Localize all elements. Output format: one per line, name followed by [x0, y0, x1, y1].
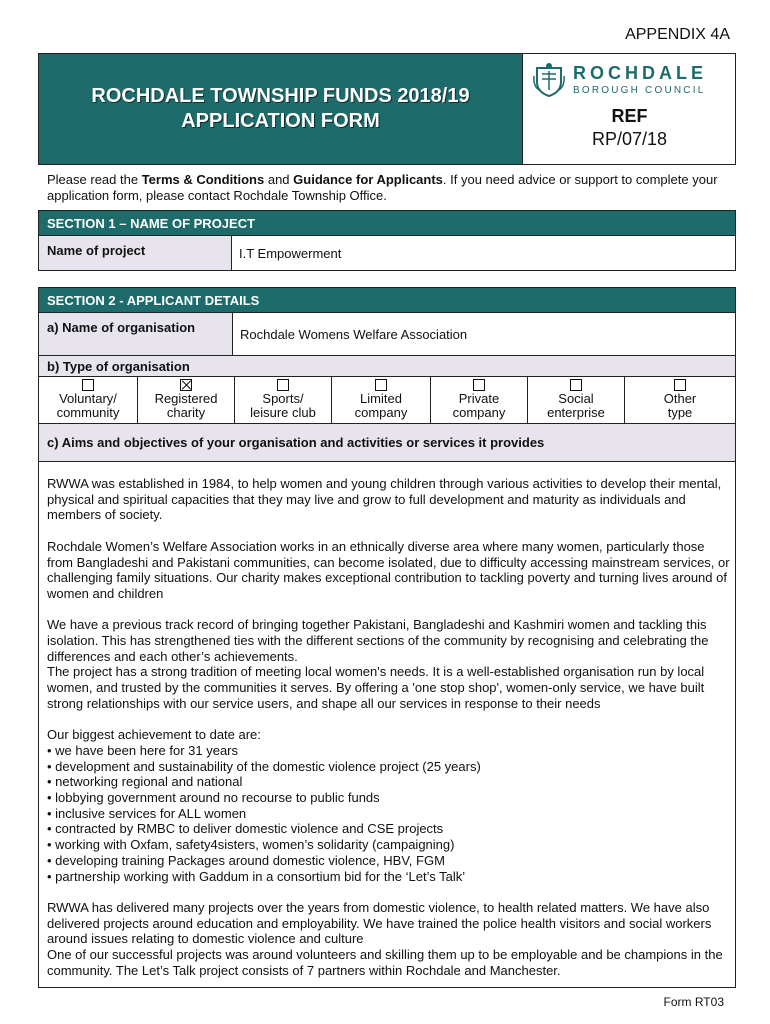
type-option[interactable] [39, 377, 138, 423]
terms-link: Terms & Conditions [141, 172, 265, 187]
council-panel [522, 54, 736, 164]
achievement-item: • development and sustainability of the domestic violence project (25 years) [47, 758, 481, 774]
achievement-item: • lobbying government around no recourse to public funds [47, 790, 380, 806]
type-option-line1: Registered [154, 391, 218, 406]
type-option-line1: Social [558, 391, 594, 406]
type-option[interactable] [235, 377, 332, 423]
intro-part3: . If you need advice or support to complete your application form, please contact Rochdale Township Office. [47, 172, 718, 203]
type-option-line2: community [56, 405, 120, 420]
checkbox-icon[interactable] [375, 379, 387, 391]
type-option-line2: enterprise [547, 405, 605, 420]
achievement-item: • working with Oxfam, safety4sisters, women’s solidarity (campaigning) [47, 837, 455, 853]
council-logo-sub: BOROUGH COUNCIL [573, 85, 706, 96]
type-option[interactable] [138, 377, 235, 423]
checkbox-icon[interactable] [82, 379, 94, 391]
checkbox-icon[interactable] [277, 379, 289, 391]
aims-paragraph: Rochdale Women’s Welfare Association works in an ethnically diverse area where many women, particularly those from Bangladeshi and Pakistani communities, can become isolated, due to difficulty accessing mainstream services, or challenging family situations. Our charity makes exceptional contribution to tackling poverty and turning lives around of women and children [47, 538, 730, 601]
achievements-intro: Our biggest achievement to date are: [47, 727, 261, 743]
achievement-item: • we have been here for 31 years [47, 742, 239, 758]
ref-label: REF [611, 106, 648, 126]
project-name-field[interactable]: I.T Empowerment [239, 245, 342, 261]
intro-part1: Please read the [47, 172, 142, 187]
type-option-line1: Private [458, 391, 500, 406]
aims-label: c) Aims and objectives of your organisation and activities or services it provides [38, 424, 736, 462]
checkbox-icon[interactable] [674, 379, 686, 391]
type-option-line1: Sports/ [262, 391, 304, 406]
type-option-line2: charity [166, 405, 206, 420]
type-option[interactable] [625, 377, 735, 423]
type-option-line2: company [354, 405, 408, 420]
type-option-line1: Voluntary/ [59, 391, 117, 406]
intro-part2: and [264, 172, 294, 187]
aims-paragraph: RWWA has delivered many projects over the years from domestic violence, to health related matters. We have also delivered projects around education and employability. We have trained the police health visitors and social workers around issues relating to domestic violence and culture [47, 899, 712, 947]
form-title-line1: ROCHDALE TOWNSHIP FUNDS 2018/19 [91, 85, 470, 107]
council-crest-icon [533, 62, 565, 98]
type-option-line1: Limited [360, 391, 402, 406]
type-option[interactable] [332, 377, 431, 423]
achievement-item: • developing training Packages around domestic violence, HBV, FGM [47, 852, 445, 868]
form-header [38, 53, 736, 165]
aims-paragraph: RWWA was established in 1984, to help women and young children through various activities to develop their mental, physical and spiritual capacities that they may live and grow to full development and maturity as individuals and members of society. [47, 476, 722, 523]
achievement-item: • inclusive services for ALL women [47, 805, 247, 821]
ref-value: RP/07/18 [591, 129, 668, 149]
org-type-label: b) Type of organisation [38, 356, 736, 377]
checkbox-checked-icon[interactable] [180, 379, 192, 391]
checkbox-icon[interactable] [570, 379, 582, 391]
achievement-item: • partnership working with Gaddum in a consortium bid for the ‘Let’s Talk’ [47, 868, 466, 884]
type-option-line2: leisure club [250, 405, 316, 420]
aims-paragraph: One of our successful projects was around volunteers and skilling them up to be employable and be champions in the community. The Let’s Talk project consists of 7 partners within Rochdale and Manchester. [47, 947, 723, 978]
form-title-line2: APPLICATION FORM [181, 110, 380, 132]
aims-paragraph: We have a previous track record of bringing together Pakistani, Bangladeshi and Kashmiri women and tackling this isolation. This has strengthened ties with the different sections of the community by recognising and celebrating the differences and each other’s achievements. [47, 617, 709, 664]
project-name-row [38, 236, 736, 271]
form-code: Form RT03 [663, 995, 724, 1009]
aims-text [47, 476, 733, 978]
council-logo-name: ROCHDALE [573, 63, 707, 83]
appendix-label: APPENDIX 4A [625, 26, 730, 43]
type-option[interactable] [431, 377, 528, 423]
achievement-item: • networking regional and national [47, 774, 243, 790]
project-name-label: Name of project [39, 236, 232, 270]
section2-heading: SECTION 2 - APPLICANT DETAILS [38, 287, 736, 313]
org-name-label: a) Name of organisation [39, 313, 233, 355]
type-option[interactable] [528, 377, 625, 423]
aims-paragraph: The project has a strong tradition of meeting local women's needs. It is a well-established organisation run by local women, and trusted by the communities it serves. By offering a 'one stop shop', women-only service, we have built strong relationships with our service users, and shape all our services in response to their needs [47, 664, 705, 711]
form-title [39, 54, 522, 164]
type-option-line2: company [452, 405, 506, 420]
intro-text [47, 172, 727, 204]
org-type-options [38, 377, 736, 424]
aims-text-area[interactable] [38, 462, 736, 988]
checkbox-icon[interactable] [473, 379, 485, 391]
achievement-item: • contracted by RMBC to deliver domestic violence and CSE projects [47, 821, 444, 837]
org-name-field[interactable]: Rochdale Womens Welfare Association [240, 326, 468, 342]
org-name-row [38, 313, 736, 356]
type-option-line1: Other [663, 391, 697, 406]
type-option-line2: type [667, 405, 693, 420]
guidance-link: Guidance for Applicants [293, 172, 443, 187]
section1-heading: SECTION 1 – NAME OF PROJECT [38, 210, 736, 236]
